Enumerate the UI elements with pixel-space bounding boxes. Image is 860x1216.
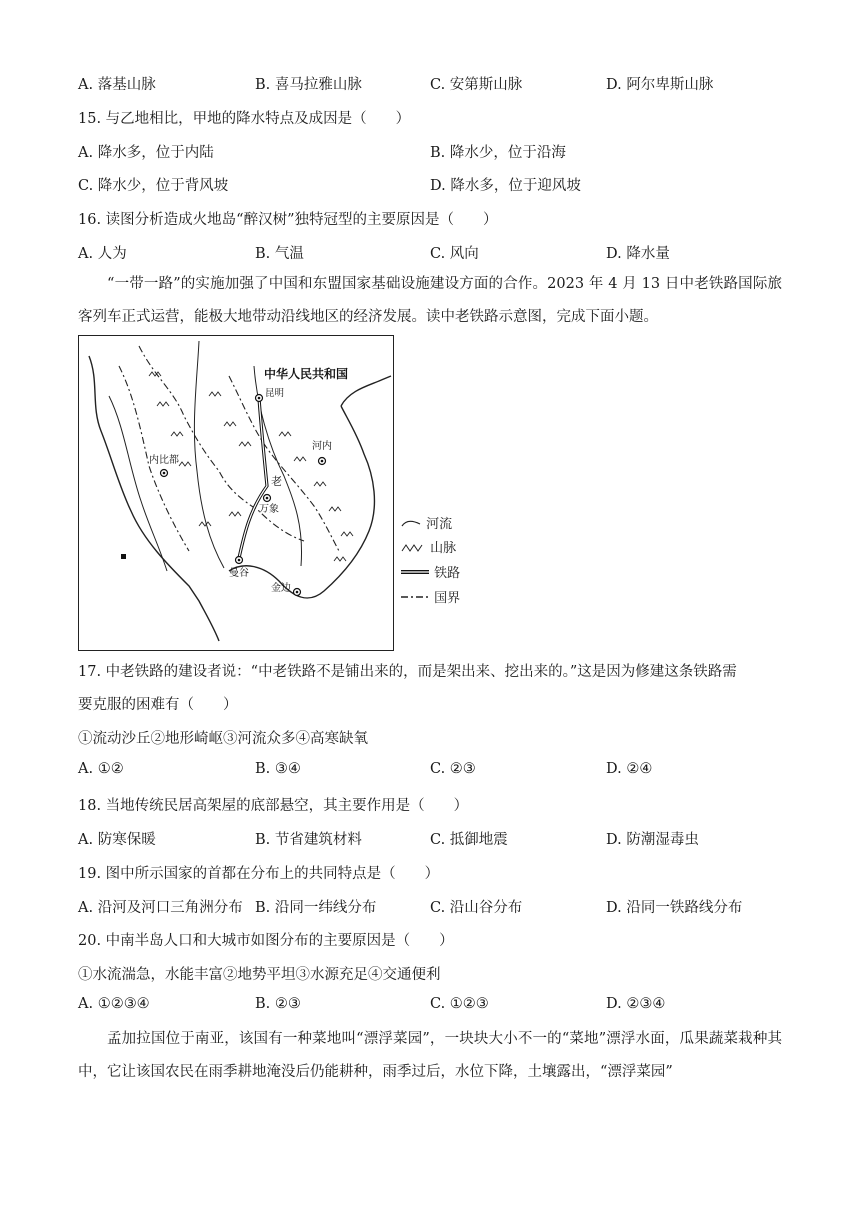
q16-stem: 16. 读图分析造成火地岛“醉汉树”独特冠型的主要原因是（ ） — [78, 212, 498, 228]
q20-stem: 20. 中南半岛人口和大城市如图分布的主要原因是（ ） — [78, 933, 454, 949]
border-legend-icon — [400, 592, 430, 602]
island-dot — [121, 554, 126, 559]
city-label-vientiane: 万象 — [259, 504, 279, 515]
q19-option-b: B. 沿同一纬线分布 — [255, 900, 377, 916]
q18-stem: 18. 当地传统民居高架屋的底部悬空，其主要作用是（ ） — [78, 798, 469, 814]
q15-stem: 15. 与乙地相比，甲地的降水特点及成因是（ ） — [78, 111, 411, 127]
intro-paragraph-railway: “一带一路”的实施加强了中国和东盟国家基础设施建设方面的合作。2023 年 4 月 13 日中老铁路国际旅客列车正式运营，能极大地带动沿线地区的经济发展。读中老铁路示意图，完成下面小题。 — [78, 276, 782, 325]
city-label-hanoi: 河内 — [312, 441, 332, 452]
q18-option-b: B. 节省建筑材料 — [255, 832, 362, 848]
city-label-bangkok: 曼谷 — [229, 568, 249, 579]
q18-option-a: A. 防寒保暖 — [78, 832, 156, 848]
q19-option-a: A. 沿河及河口三角洲分布 — [78, 900, 243, 916]
coastline — [229, 406, 374, 598]
q17-stem-line2: 要克服的困难有（ ） — [78, 697, 238, 713]
map-graphic — [79, 336, 393, 650]
q17-option-c: C. ②③ — [430, 761, 476, 777]
q16-option-b: B. 气温 — [255, 246, 304, 262]
legend-mountain-label: 山脉 — [430, 541, 457, 556]
q15-option-a: A. 降水多，位于内陆 — [78, 145, 214, 161]
q14-option-a: A. 落基山脉 — [78, 77, 156, 93]
q20-option-b: B. ②③ — [255, 996, 301, 1012]
legend-railway-label: 铁路 — [434, 566, 461, 581]
coastline — [89, 356, 219, 641]
river — [109, 396, 167, 571]
river — [194, 341, 224, 568]
q17-stem-line1: 17. 中老铁路的建设者说：“中老铁路不是铺出来的，而是架出来、挖出来的。”这是因为修建这条铁路需 — [78, 664, 737, 680]
q14-option-b: B. 喜马拉雅山脉 — [255, 77, 362, 93]
coastline — [341, 376, 391, 406]
q15-option-d: D. 降水多，位于迎风坡 — [430, 178, 581, 194]
river-legend-icon — [400, 518, 422, 528]
q20-option-d: D. ②③④ — [606, 996, 666, 1012]
railway-line — [239, 398, 267, 558]
q17-items: ①流动沙丘②地形崎岖③河流众多④高寒缺氧 — [78, 731, 368, 747]
city-label-naypyidaw: 内比都 — [149, 455, 179, 466]
q17-option-a: A. ①② — [78, 761, 124, 777]
city-label-phnompenh: 金边 — [271, 583, 291, 594]
railway-legend-icon — [400, 567, 430, 577]
country-label-china: 中华人民共和国 — [264, 367, 349, 381]
mountain-symbols — [149, 372, 353, 561]
legend-border-label: 国界 — [434, 591, 461, 606]
q20-option-a: A. ①②③④ — [78, 996, 150, 1012]
q20-items: ①水流湍急，水能丰富②地势平坦③水源充足④交通便利 — [78, 967, 441, 983]
q14-option-d: D. 阿尔卑斯山脉 — [606, 77, 714, 93]
q18-option-d: D. 防潮湿毒虫 — [606, 832, 699, 848]
q17-option-b: B. ③④ — [255, 761, 301, 777]
intro-paragraph-floating-garden: 孟加拉国位于南亚，该国有一种菜地叫“漂浮菜园”，一块块大小不一的“菜地”漂浮水面，瓜果蔬菜栽种其中，它让该国农民在雨季耕地淹没后仍能耕种，雨季过后，水位下降，土壤露出，“漂浮菜园” — [78, 1031, 782, 1080]
china-laos-railway-map — [78, 335, 394, 651]
q16-option-a: A. 人为 — [78, 246, 127, 262]
q16-option-d: D. 降水量 — [606, 246, 670, 262]
legend-border — [400, 587, 460, 606]
q19-stem: 19. 图中所示国家的首都在分布上的共同特点是（ ） — [78, 866, 440, 882]
mountain-legend-icon — [400, 542, 426, 552]
q17-option-d: D. ②④ — [606, 761, 653, 777]
q19-option-d: D. 沿同一铁路线分布 — [606, 900, 743, 916]
legend-river-label: 河流 — [426, 517, 453, 532]
q20-option-c: C. ①②③ — [430, 996, 489, 1012]
city-label-kunming: 昆明 — [265, 388, 285, 399]
legend-river — [400, 513, 452, 532]
legend-mountain — [400, 537, 456, 556]
q15-option-c: C. 降水少，位于背风坡 — [78, 178, 229, 194]
q19-option-c: C. 沿山谷分布 — [430, 900, 523, 916]
q18-option-c: C. 抵御地震 — [430, 832, 508, 848]
legend-railway — [400, 562, 460, 581]
country-label-laos: 老 — [271, 475, 282, 488]
q15-option-b: B. 降水少，位于沿海 — [430, 145, 566, 161]
q14-option-c: C. 安第斯山脉 — [430, 77, 523, 93]
q16-option-c: C. 风向 — [430, 246, 479, 262]
